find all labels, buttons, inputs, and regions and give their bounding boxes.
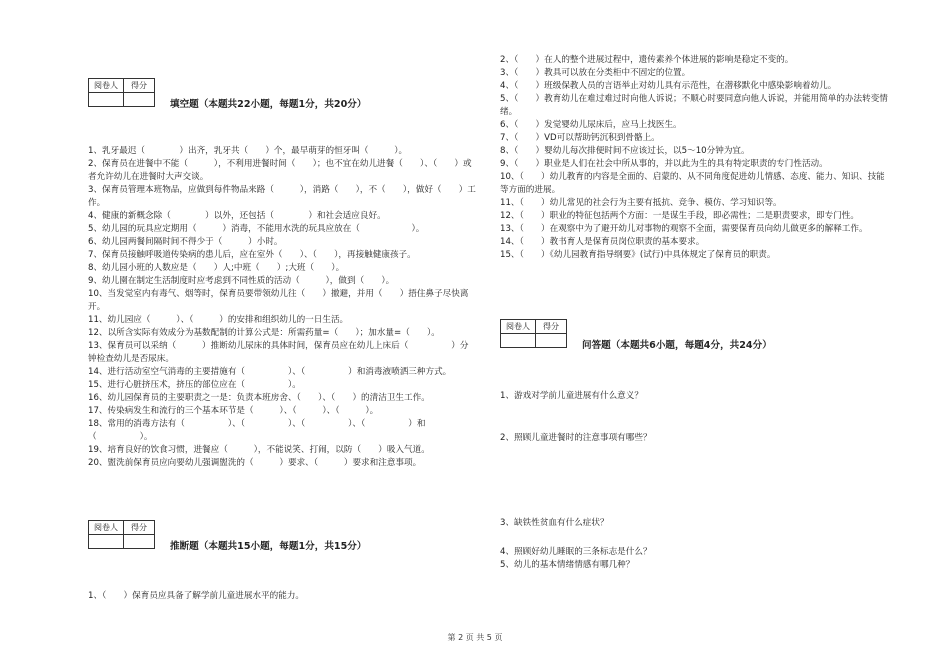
question: 4、健康的新概念除（ ）以外，还包括（ ）和社会适应良好。: [88, 211, 386, 221]
question: 19、培育良好的饮食习惯，进餐应（ ），不能说笑、打闹，以防（ ）吸入气道。: [88, 445, 430, 455]
question: 5、（ ）教育幼儿在难过难过时向他人诉说；不顺心时要同意向他人诉说，并能用简单的办法转变情绪。: [500, 94, 888, 117]
question: 9、幼儿園在制定生活制度时应考虑到不同性质的活动（ ），做到（ ）。: [88, 276, 395, 286]
question: 14、（ ）教书育人是保育员岗位职责的基本要求。: [500, 237, 705, 247]
qa-section-title: 问答题（本题共6小题，每题4分，共24分）: [582, 340, 772, 351]
question: 20、盥洗前保育员应向要幼儿强调盥洗的（ ）要求、（ ）要求和注意事项。: [88, 458, 422, 468]
judge-first-question: [88, 590, 476, 603]
qa-question: [500, 432, 888, 445]
qa-question: [500, 390, 888, 403]
question: 5、幼儿园的玩具应定期用（ ）消毒，不能用水洗的玩具应放在（ ）。: [88, 224, 425, 234]
question: 4、（ ）班级保教人员的言语举止对幼儿具有示范性，在潜移默化中感染影响着幼儿。: [500, 81, 837, 91]
grader-label: 阅卷人: [89, 521, 124, 535]
qa-question: [500, 546, 888, 572]
question: 2、照顾儿童进餐时的注意事项有哪些？: [500, 433, 652, 443]
question: 16、幼儿园保育员的主要职责之一是：负责本班房舍、（ ）、（ ）的清洁卫生工作。: [88, 393, 430, 403]
question: 6、幼儿园两餐间隔时间不得少于（ ）小时。: [88, 237, 283, 247]
question: 10、当发觉室内有毒气、烟等时，保育员要带领幼儿往（ ）撤避，并用（ ）捂住鼻子尽快离开。: [88, 289, 469, 312]
fill-questions: [88, 145, 476, 470]
question: 3、（ ）教具可以放在分类柜中不固定的位置。: [500, 68, 691, 78]
question: 8、幼儿园小班的人数应是（ ）人;中班（ ）;大班（ ）。: [88, 263, 345, 273]
question: 9、（ ）职业是人们在社会中所从事的，并以此为生的具有特定职责的专门性活动。: [500, 159, 828, 169]
judge-questions: [500, 54, 888, 262]
question: 13、保育员可以采纳（ ）推断幼儿尿床的具体时间，保育员应在幼儿上床后（ ）分钟检查幼儿是否尿床。: [88, 341, 469, 364]
question: 11、幼儿园应（ ）、（ ）的安排和组织幼儿的一日生活。: [88, 315, 349, 325]
question: 7、（ ）VD可以帮助钙沉积到骨骼上。: [500, 133, 660, 143]
question: 1、乳牙最迟（ ）出齐，乳牙共（ ）个，最早萌芽的恒牙叫（ ）。: [88, 146, 408, 156]
qa-question: [500, 517, 888, 530]
score-label: 得分: [536, 320, 567, 334]
question: 7、保育员接触呼吸道传染病的患儿后，应在室外（ ）、（ ），再接触健康孩子。: [88, 250, 416, 260]
question: 2、保育员在进餐中不能（ ），不利用进餐时间（ ）；也不宜在幼儿进餐（ ）、（ ）或者允许幼儿在进餐时大声交谈。: [88, 159, 472, 182]
question: 2、（ ）在人的整个进展过程中，遗传素养个体进展的影响是稳定不变的。: [500, 55, 794, 65]
question: 12、（ ）职业的特征包括两个方面：一是谋生手段，即必需性；二是职责要求，即专门性。: [500, 211, 859, 221]
grader-label: 阅卷人: [89, 79, 124, 93]
question: 1、游戏对学前儿童进展有什么意义？: [500, 391, 643, 401]
question: 3、缺铁性贫血有什么症状？: [500, 518, 609, 528]
score-label: 得分: [124, 79, 155, 93]
question: 15、（ ）《幼儿园教育指导纲要》(试行)中具体规定了保育员的职责。: [500, 250, 776, 260]
question: 13、（ ）在观察中为了避开幼儿对事物的观察不全面，需要保育员向幼儿做更多的解释工作。: [500, 224, 868, 234]
question: 3、保育员管理本班物品，应做到每件物品来路（ ），消路（ ），不（ ），做好（ ）工作。: [88, 185, 476, 208]
fill-section-title: 填空题（本题共22小题，每题1分，共20分）: [170, 99, 367, 110]
grader-label: 阅卷人: [501, 320, 536, 334]
question: 12、以所含实际有效成分为基数配制的计算公式是：所需药量=（ ）；加水量=（ ）。: [88, 328, 440, 338]
question: 10、（ ）幼儿教育的内容是全面的、启蒙的、从不同角度促进幼儿情感、态度、能力、知识、技能等方面的进展。: [500, 172, 885, 195]
question: 4、照顾好幼儿睡眠的三条标志是什么？: [500, 547, 652, 557]
score-box: [88, 78, 155, 107]
score-label: 得分: [124, 521, 155, 535]
question: 14、进行活动室空气消毒的主要措施有（ ）、（ ）和消毒液喷洒三种方式。: [88, 367, 452, 377]
score-box: [500, 319, 567, 348]
question: 11、（ ）幼儿常见的社会行为主要有抵抗、竞争、模仿、学习知识等。: [500, 198, 782, 208]
question: 1、（ ）保育员应具备了解学前儿童进展水平的能力。: [88, 591, 305, 601]
question: 15、进行心脏挤压术，挤压的部位应在（ ）。: [88, 380, 301, 390]
question: 6、（ ）发觉婴幼儿尿床后，应马上找医生。: [500, 120, 682, 130]
score-box: [88, 520, 155, 549]
page-footer: 第 2 页 共 5 页: [447, 633, 503, 642]
question: 5、幼儿的基本情绪情感有哪几种？: [500, 560, 635, 570]
question: 8、（ ）婴幼儿每次排便时间不应该过长，以5～10分钟为宜。: [500, 146, 750, 156]
question: 17、传染病发生和流行的三个基本环节是（ ）、（ ）、（ ）。: [88, 406, 379, 416]
question: 18、常用的消毒方法有（ ）、（ ）、（ ）、（ ）和（ ）。: [88, 419, 426, 442]
judge-section-title: 推断题（本题共15小题，每题1分，共15分）: [170, 541, 367, 552]
